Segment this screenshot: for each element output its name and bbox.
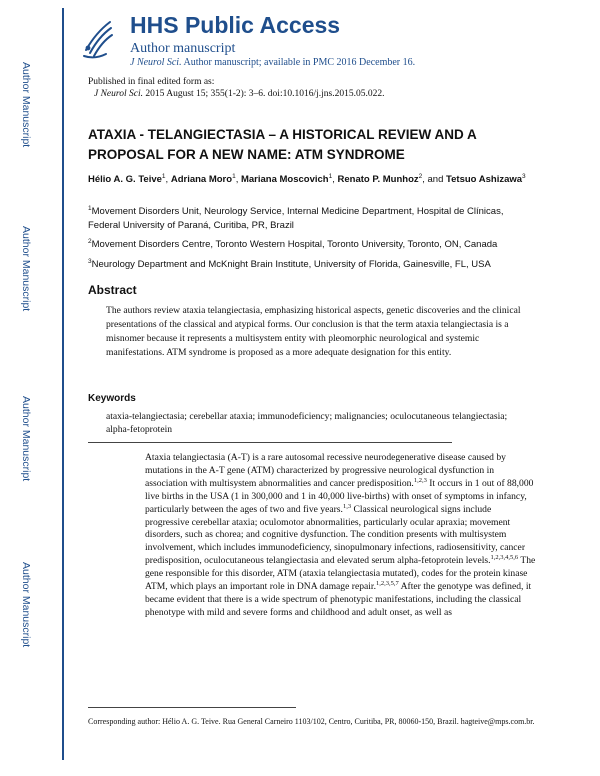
affiliation-1 [88,205,538,233]
author-manuscript-subtitle: Author manuscript [130,41,236,56]
author-separator: , [235,174,241,185]
author-name: Tetsuo Ashizawa [446,174,523,185]
citation-reference[interactable]: 1,3 [342,502,352,510]
author-manuscript-label: Author Manuscript [20,396,32,482]
citation-reference[interactable]: 1,2,3 [413,476,427,484]
affiliation-2 [88,238,538,252]
corresponding-author-footnote: Corresponding author: Hélio A. G. Teive. Rua General Carneiro 1103/102, Centro, Curitiba, PR, 80060-150, Brazil. hagteive@mps.com.br. [88,717,535,726]
body-text-segment: Classical neurological signs include progressive cerebellar ataxia; oculomotor abnormalities, particularly ocular apraxia; movement disorders, such as chorea; and cognitive dysfunction. The condition presents with multisystem involvement, which includes immunodeficiency, sinopulmonary infections, radiosensitivity, cancer predisposition, oculocutaneous telangiectasia and elevated serum alpha-fetoprotein levels. [145,503,526,567]
affiliation-number: 2 [88,237,92,245]
hhs-public-access-title: HHS Public Access [130,12,341,38]
affiliation-text: Movement Disorders Centre, Toronto Western Hospital, Toronto University, Toronto, ON, Canada [91,239,498,250]
author-list [88,173,538,187]
author-affiliation-marker: 1 [232,172,236,180]
citation [94,89,384,99]
footnote-divider [88,707,296,708]
body-text-segment: After the genotype was defined, it became evident that there is a wide spectrum of phenotypic manifestations, including the classical phenotype with mild and severe forms and childhood and adult onset, as well as [145,581,532,618]
header-journal-availability [130,57,415,68]
sidebar-rule [62,8,64,760]
author-affiliation-marker: 1 [161,172,166,180]
affiliation-text: Neurology Department and McKnight Brain Institute, University of Florida, Gainesville, FL, USA [91,259,491,270]
author-affiliation-marker: 2 [418,172,423,180]
author-affiliation-marker: 1 [328,172,333,180]
keywords-heading: Keywords [88,393,136,404]
author-name: Adriana Moro [170,174,233,185]
citation-reference[interactable]: 1,2,3,5,7 [376,579,399,587]
author-manuscript-label: Author Manuscript [20,62,32,148]
author-manuscript-label: Author Manuscript [20,562,32,648]
author-name: Hélio A. G. Teive [88,174,162,185]
affiliation-number: 3 [88,257,92,265]
citation-journal: J Neurol Sci. [94,89,143,99]
body-text-segment: The gene responsible for this disorder, ATM (ataxia telangiectasia mutated), codes for the protein kinase ATM, which plays an important role in DNA damage repair. [145,555,536,593]
citation-details: 2015 August 15; 355(1-2): 3–6. doi:10.1016/j.jns.2015.05.022. [145,89,385,99]
author-manuscript-label: Author Manuscript [20,226,32,312]
author-separator: , and [422,174,447,185]
abstract-heading: Abstract [88,283,137,297]
affiliation-3 [88,258,538,272]
body-paragraph [145,452,537,620]
paper-title: ATAXIA - TELANGIECTASIA – A HISTORICAL REVIEW AND A PROPOSAL FOR A NEW NAME: ATM SYNDROME [88,127,477,162]
author-separator: , [165,174,171,185]
author-name: Renato P. Munhoz [337,174,419,185]
author-affiliation-marker: 3 [522,172,526,180]
citation-reference[interactable]: 1,2,3,4,5,6 [490,554,519,562]
author-separator: , [332,174,338,185]
body-text-segment: Ataxia telangiectasia (A-T) is a rare autosomal recessive neurodegenerative disease caused by mutations in the A-T gene (ATM) characterized by progressive neurological dysfunction in association with multisystem abnormalities and cancer predisposition. [145,452,506,489]
abstract-text: The authors review ataxia telangiectasia, emphasizing historical aspects, genetic discoveries and the clinical presentations of the classical and atypical forms. Our conclusion is that the term ataxia telangiectasia is a misnomer because it represents a multisystem entity with pleomorphic neurological and systemic manifestations. ATM syndrome is proposed as a more adequate designation for this entity. [106,305,521,358]
published-note: Published in final edited form as: [88,77,215,87]
header-journal-name: J Neurol Sci. [130,57,182,68]
section-divider [88,442,452,443]
body-text-segment: It occurs in 1 out of 88,000 live births in the USA (1 in 300,000 and 1 in 40,000 live-births) with onset of symptoms in infancy, particularly between the ages of two and five years. [145,477,534,515]
affiliation-number: 1 [88,204,92,212]
hhs-eagle-logo-icon [80,18,114,62]
keywords-text: ataxia-telangiectasia; cerebellar ataxia; immunodeficiency; malignancies; oculocutaneous telangiectasia; alpha-fetoprotein [106,411,508,435]
header-availability: Author manuscript; available in PMC 2016 December 16. [183,57,416,68]
affiliation-text: Movement Disorders Unit, Neurology Service, Internal Medicine Department, Hospital de Clínicas, Federal University of Paraná, Curitiba, PR, Brazil [88,206,504,231]
author-name: Mariana Moscovich [240,174,329,185]
